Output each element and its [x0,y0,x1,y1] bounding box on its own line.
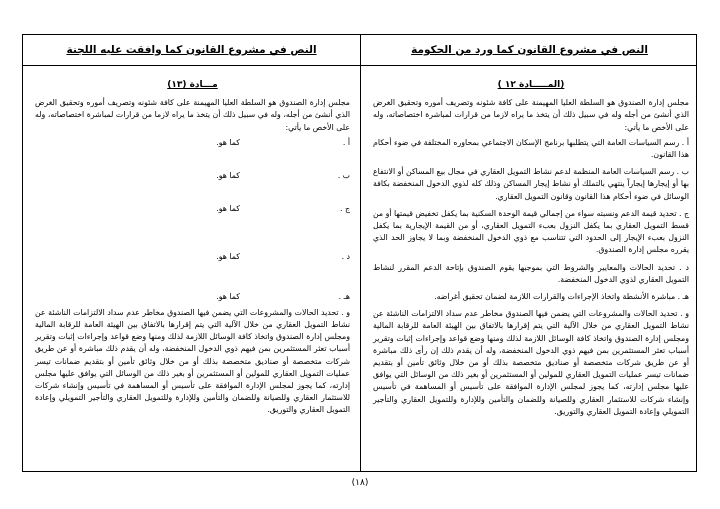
article-13-item-b [35,170,350,203]
committee-text-header: النص في مشروع القانون كما وافقت عليه اللجنة [66,44,317,56]
article-13-item-a [35,137,350,170]
article-13-item-c [35,203,350,251]
article-13-intro: مجلس إدارة الصندوق هو السلطة العليا المهيمنة على كافة شئونه وتصريف أموره وتحقيق الغرض الذي أنشئ من أجله، وله في سبيل ذلك أن يتخذ ما يراه لازما من قرارات لمباشرة اختصاصاته، وله على الأخص ما يأتي: [35,98,350,132]
item-label: أ . [342,137,350,147]
article-13-title: مـــادة (١٣) [167,80,218,90]
item-value: كما هو. [216,137,240,147]
article-13-item-d [35,251,350,291]
item-label: د . [341,251,350,261]
article-12-item-b: ب . رسم السياسات العامة المنظمة لدعم نشاط التمويل العقاري في مجال بيع المساكن أو الانتفاع بها أو إيجارها إيجاراً ينتهي بالتملك أو نشاط إيجار المساكن وذلك كله لذوي الدخول المنخفضة بكافة الوسائل في ضوء أحكام هذا القانون وقانون التمويل العقاري. [373,167,689,201]
item-value: كما هو. [216,251,240,261]
header-divider [23,65,696,66]
article-12-item-f: و . تحديد الحالات والمشروعات التي يضمن فيها الصندوق مخاطر عدم سداد الالتزامات الناشئة عن نشاط التمويل العقاري من خلال الآلية التي يتم إقرارها بالاتفاق بين الهيئة العامة للرقابة المالية ومجلس إدارة الصندوق واتخاذ كافة الوسائل اللازمة لذلك ومنها وضع قواعد وإجراءات إثبات وتقرير أسباب تعثر المستثمرين بمن فيهم ذوي الدخول المنخفضة، وله أن يقدم ذلك إن رأى ذلك مباشرة أو عن طريق شركات متخصصة أو صناديق متخصصة بذلك أو من خلال وثائق تأمين أو بتقديم ضمانات تيسر عمليات التمويل العقاري للمولين أو المستثمرين أو بغير ذلك من الوسائل التي يوافق عليها مجلس إدارته، كما يجوز لمجلس الإدارة الموافقة على تأسيس أو المساهمة في تأسيس وإنشاء شركات للاستثمار العقاري وللصيانة وللضمان والتأمين وللإدارة وللتمويل العقاري والتأجير التمويلي وإعادة التمويل العقاري والتوريق. [373,309,689,416]
article-12-item-e: هـ . مباشرة الأنشطة واتخاذ الإجراءات والقرارات اللازمة لضمان تحقيق أغراضه. [434,292,689,302]
item-value: كما هو. [216,203,240,213]
article-12-title: (المـــــادة ١٢ ) [497,80,565,90]
article-12-item-d: د . تحديد الحالات والمعايير والشروط التي بموجبها يقوم الصندوق بإتاحة الدعم المقرر لنشاط التمويل العقاري لذوي الدخول المنخفضة. [373,262,689,284]
article-13-item-f: و . تحديد الحالات والمشروعات التي يضمن فيها الصندوق مخاطر عدم سداد الالتزامات الناشئة عن نشاط التمويل العقاري من خلال الآلية التي يتم إقرارها بالاتفاق بين الهيئة العامة للرقابة المالية ومجلس إدارة الصندوق واتخاذ كافة الوسائل اللازمة لذلك ومنها وضع قواعد وإجراءات إثبات وتقرير أسباب تعثر المستثمرين بمن فيهم ذوي الدخول المنخفضة، وله أن يقدم ذلك مباشرة أو عن طريق شركات متخصصة أو صناديق متخصصة بذلك أو من خلال وثائق تأمين أو بتقديم ضمانات تيسر عمليات التمويل العقاري للمولين أو المستثمرين أو بغير ذلك من الوسائل التي يوافق عليها مجلس إدارته، كما يجوز لمجلس الإدارة الموافقة على تأسيس أو المساهمة في تأسيس وإنشاء شركات للاستثمار العقاري وللصيانة وللضمان والتأمين وللإدارة وللتمويل العقاري والتأجير التمويلي وإعادة التمويل العقاري والتوريق. [35,307,350,415]
article-12-intro: مجلس إدارة الصندوق هو السلطة العليا المهيمنة على كافة شئونه وتصريف أموره وتحقيق الغرض الذي أنشئ من أجله وله في سبيل ذلك أن يتخذ ما يراه لازما من قرارات لمباشرة اختصاصاته، وله على الأخص ما يأتي: [373,98,689,132]
article-12-item-c: ج . تحديد قيمة الدعم ونسبته سواء من إجمالي قيمة الوحدة السكنية بما يكفل تخفيض قيمتها أو من قسط التمويل العقاري بما يكفل النزول بعبء التمويل العقاري، أو من القيمة الإيجارية بما يكفل النزول بعبء الإيجار إلى الحدود التي تتناسب مع ذوي الدخول المنخفضة وبما لا يجاوز الحد الذي يقرره مجلس إدارة الصندوق. [373,208,689,255]
column-divider [360,35,361,471]
article-12-item-a: أ . رسم السياسات العامة التي يتطلبها برنامج الإسكان الاجتماعي بمحاوره المختلفة في ضوء أحكام هذا القانون. [373,137,689,160]
article-13-item-e [35,291,350,307]
item-label: ج . [340,203,350,213]
comparison-table [22,34,697,472]
committee-text-column [25,67,358,467]
government-text-header: النص في مشروع القانون كما ورد من الحكومة [411,44,648,56]
item-value: كما هو. [216,170,240,180]
government-text-column [363,67,697,467]
item-label: ب . [337,170,350,180]
item-label: هـ . [338,291,350,301]
page-number: (١٨) [351,478,369,488]
item-value: كما هو. [216,291,240,301]
